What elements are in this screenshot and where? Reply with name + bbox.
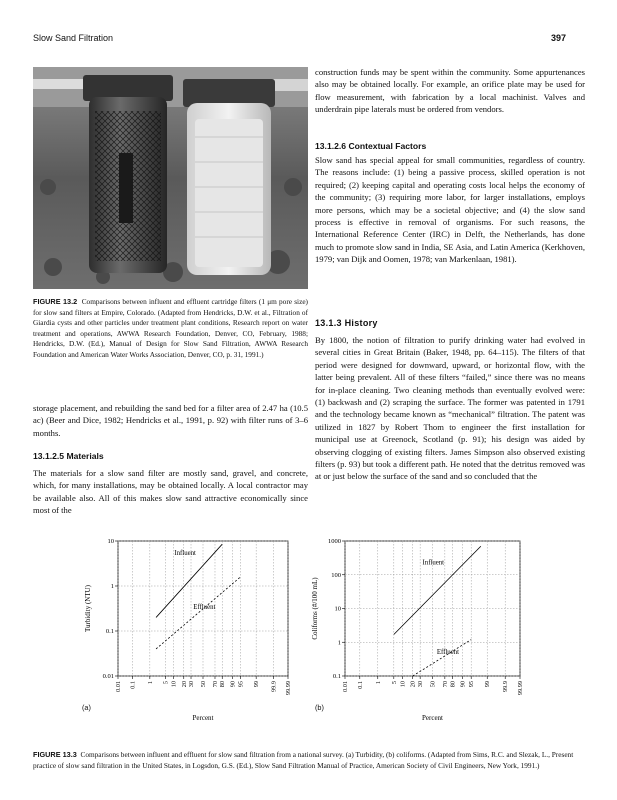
heading-contextual-factors: 13.1.2.6 Contextual Factors	[315, 141, 427, 151]
y-tick-label: 1000	[328, 538, 341, 545]
y-tick-label: 1	[110, 583, 114, 590]
x-tick-label: 5	[162, 681, 170, 685]
panel-a-label: (a)	[82, 703, 91, 712]
x-tick-label: 95	[237, 681, 245, 688]
paragraph-storage: storage placement, and rebuilding the sand bed for a filter area of 2.47 ha (10.5 ac) (Beer and Dice, 1982; Hendricks et al., 1991, p. 92) with filter runs of 3–6 months.	[33, 403, 308, 438]
x-tick-label: 0.01	[115, 681, 122, 693]
x-tick-label: 20	[409, 681, 417, 688]
coliforms-chart	[305, 533, 535, 722]
x-tick-label: 99	[484, 681, 492, 688]
y-tick-label: 0.1	[332, 673, 341, 680]
heading-materials: 13.1.2.5 Materials	[33, 451, 104, 461]
x-tick-label: 50	[429, 681, 437, 688]
x-tick-label: 50	[200, 681, 207, 688]
x-tick-label: 1	[374, 681, 382, 685]
x-tick-label: 30	[188, 681, 196, 688]
paragraph-materials: The materials for a slow sand filter are mostly sand, gravel, and concrete, which, for many installations, may be obtained locally. A local contractor may be available also. All of this makes slow sand attractive economically since most of the	[33, 468, 308, 516]
influent-series-label: Influent	[174, 549, 196, 557]
x-tick-label: 99.9	[502, 681, 510, 693]
x-tick-label: 0.1	[129, 681, 137, 689]
figure-13-3-caption-text: Comparisons between influent and effluent for slow sand filtration from a national survey. (a) Turbidity, (b) coliforms. (Adapted from Sims, R.C. and Slezak, L., Present practice of slow sand filtration in the United States, in Logsdon, G.S. (Ed.), Slow Sand Filtration Manual of Practice, American Society of Civil Engineers, New York, 1991.)	[33, 750, 574, 770]
x-tick-label: 30	[417, 681, 425, 688]
effluent-series-line	[156, 577, 241, 649]
y-tick-label: 10	[107, 538, 114, 545]
x-tick-label: 1	[146, 681, 154, 685]
figure-13-3-label: FIGURE 13.3	[33, 750, 77, 759]
x-tick-label: 99.99	[285, 681, 292, 696]
effluent-series-label: Effluent	[436, 648, 460, 656]
x-tick-label: 20	[180, 681, 188, 688]
y-tick-label: 0.01	[102, 673, 114, 680]
y-tick-label: 0.1	[105, 628, 114, 635]
x-tick-label: 99.9	[270, 681, 278, 693]
y-tick-label: 1	[337, 639, 341, 647]
x-tick-label: 90	[459, 681, 467, 688]
page-number: 397	[551, 33, 567, 43]
x-tick-label: 80	[449, 681, 457, 688]
heading-history: 13.1.3 History	[315, 318, 378, 328]
turbidity-chart	[80, 533, 310, 722]
influent-series-label: Influent	[422, 559, 445, 567]
x-tick-label: 99.99	[517, 681, 524, 696]
figure-13-2-caption	[33, 297, 308, 360]
figure-13-2-label: FIGURE 13.2	[33, 297, 78, 306]
x-tick-label: 10	[170, 681, 178, 688]
x-axis-label: Percent	[192, 714, 214, 722]
x-tick-label: 5	[390, 681, 398, 685]
x-axis-label: Percent	[422, 714, 443, 722]
x-tick-label: 10	[399, 681, 407, 688]
y-tick-label: 100	[331, 571, 341, 579]
paragraph-contextual-factors: Slow sand has special appeal for small communities, regardless of country. The reasons include: (1) being a passive process, skilled operation is not required; (2) keeping capital and operating costs local helps the economy of the community; (3) requiring more labor, for larger installations, employs more persons, which may be a societal objective; and (4) the slow sand process is effective in removal of organisms. For such reasons, the International Reference Center (IRC) in Delft, the Netherlands, has done much to promote slow sand in India, SE Asia, and Latin America (Kerkhoven, 1979; van Dijk and Oomen, 1978; van Markenlaan, 1981).	[315, 155, 585, 265]
x-tick-label: 95	[468, 681, 476, 688]
y-axis-label: Coliforms (#/100 mL)	[311, 577, 319, 640]
paragraph-funds: construction funds may be spent within the community. Some appurtenances also may be obtained locally. For example, an orifice plate may be used for flow measurement, with fabrication by a local machinist. Valves and underdrain pipe laterals must be ordered from vendors.	[315, 67, 585, 115]
y-axis-label: Turbidity (NTU)	[84, 585, 92, 632]
y-tick-label: 10	[334, 605, 341, 613]
figure-13-2-caption-text: Comparisons between influent and effluent cartridge filters (1 μm pore size) for slow sand filters at Empire, Colorado. (Adapted from Hendricks, D.W. et al., Filtration of Giardia cysts and other particles under treatment plant conditions, Research report on water treatment and operations, AWWA Research Foundation, Denver, CO, February, 1988; Hendricks, D.W. (Ed.), Manual of Design for Slow Sand Filtration, AWWA Research Foundation and American Water Works Association, Denver, CO, p. 31, 1991.)	[33, 297, 308, 359]
filter-cartridges-photo	[33, 67, 308, 289]
x-tick-label: 90	[229, 681, 237, 688]
paragraph-history: By 1800, the notion of filtration to purify drinking water had evolved in several cities in Great Britain (Baker, 1948, pp. 64–115). The filters of that period were designed for downward, upward, or horizontal flow, with the latter being prevalent. All of these filters “failed,” since there was no means for in-place cleaning. Two cleaning methods than eventually evolved were: (1) backwash and (2) scraping the surface. The former was patented in 1791 and the technology became known as “mechanical” filtration. The patent was utilized in 1827 by Robert Thom to engineer the first installation for municipal use at Greenock, Scotland (p. 91); his design was aided by observing clogging of existing filters. James Simpson also observed existing filters (p. 93) but took a different path. He noted that the detritus removed was at or just below the surface of the sand and so concluded that the	[315, 335, 585, 482]
x-tick-label: 0.1	[356, 681, 364, 689]
x-tick-label: 80	[219, 681, 227, 688]
x-tick-label: 99	[253, 681, 261, 688]
x-tick-label: 70	[211, 681, 219, 688]
effluent-series-label: Effluent	[193, 603, 216, 611]
panel-b-label: (b)	[315, 703, 324, 712]
x-tick-label: 70	[441, 681, 449, 688]
figure-13-3-caption	[33, 750, 584, 771]
x-tick-label: 0.01	[342, 681, 349, 693]
running-title: Slow Sand Filtration	[33, 33, 114, 43]
